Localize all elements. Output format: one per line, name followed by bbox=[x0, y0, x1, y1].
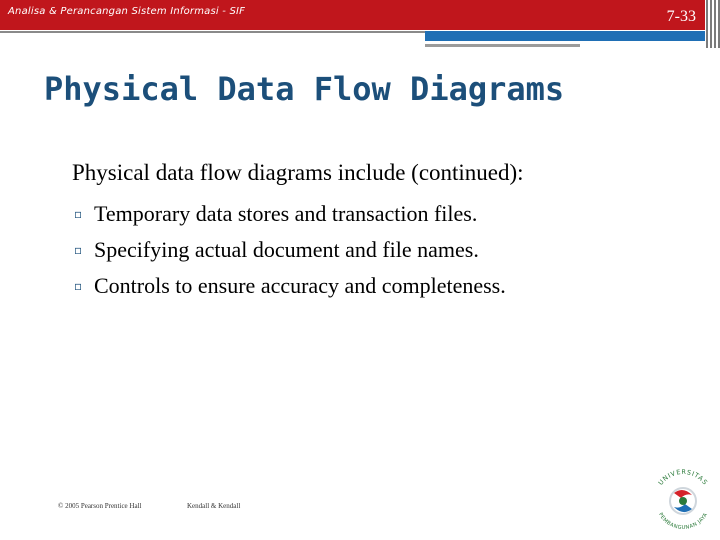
bullet-list bbox=[74, 196, 506, 304]
logo-top-text: UNIVERSITAS bbox=[656, 467, 710, 487]
lead-text: Physical data flow diagrams include (continued): bbox=[72, 160, 524, 185]
slide-number: 7-33 bbox=[666, 8, 696, 25]
header-accent-band bbox=[425, 31, 705, 41]
bullet-item bbox=[74, 196, 506, 232]
footer-authors: Kendall & Kendall bbox=[187, 502, 241, 510]
bullet-square-icon: ▫ bbox=[74, 279, 83, 293]
bullet-item bbox=[74, 232, 506, 268]
header-accent-underline bbox=[425, 44, 580, 47]
bullet-text: Specifying actual document and file names. bbox=[94, 237, 479, 262]
header-divider-line bbox=[0, 31, 428, 33]
bullet-text: Temporary data stores and transaction files. bbox=[94, 201, 478, 226]
svg-text:UNIVERSITAS bbox=[657, 468, 710, 487]
university-logo bbox=[648, 462, 718, 534]
header-stripes bbox=[706, 0, 720, 48]
bullet-item bbox=[74, 268, 506, 304]
header-title: Analisa & Perancangan Sistem Informasi - SIF bbox=[8, 6, 246, 17]
bullet-text: Controls to ensure accuracy and completeness. bbox=[94, 273, 506, 298]
bullet-square-icon: ▫ bbox=[74, 207, 83, 221]
footer-copyright: © 2005 Pearson Prentice Hall bbox=[58, 502, 142, 510]
slide-title: Physical Data Flow Diagrams bbox=[44, 70, 565, 108]
bullet-square-icon: ▫ bbox=[74, 243, 83, 257]
logo-bottom-text: PEMBANGUNAN JAYA bbox=[656, 511, 710, 532]
